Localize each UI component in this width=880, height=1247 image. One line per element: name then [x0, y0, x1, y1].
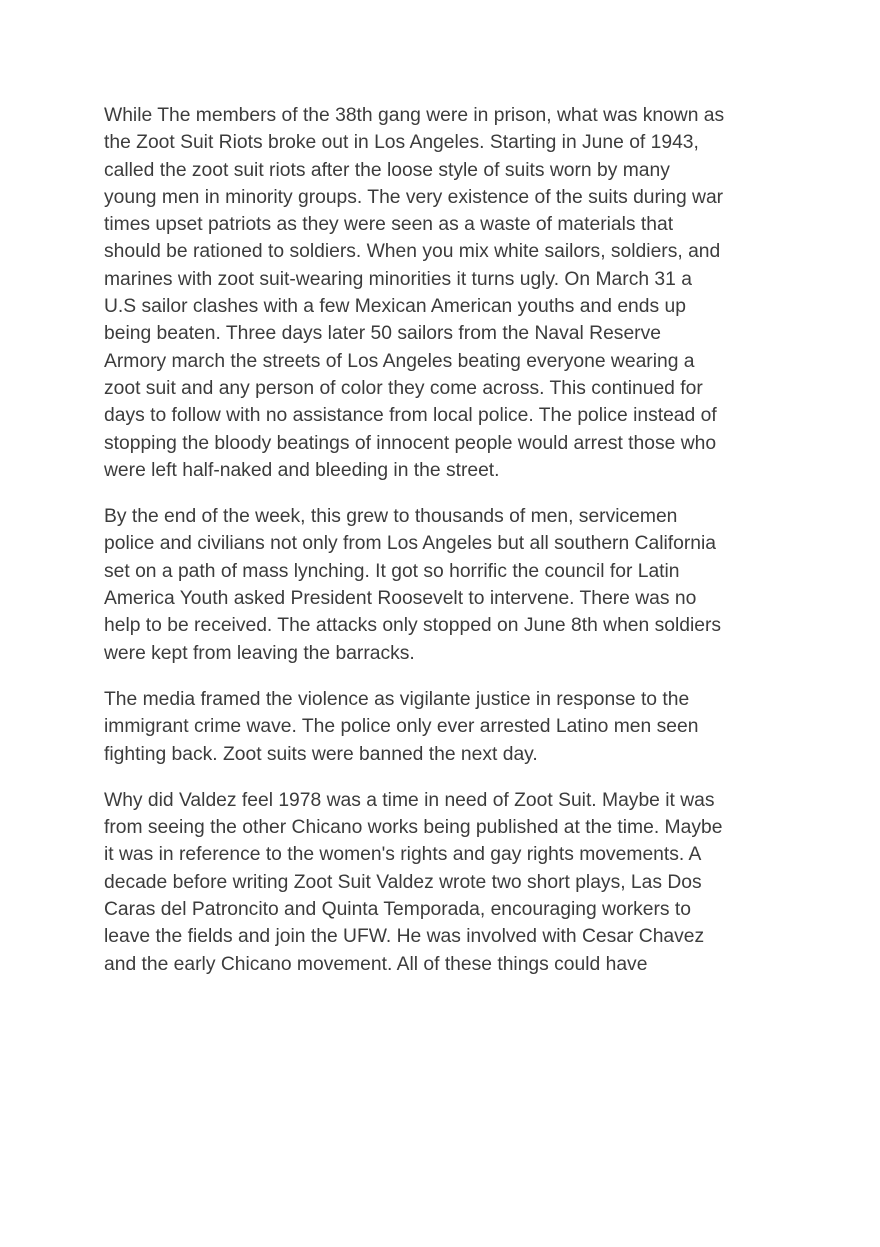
text-line: set on a path of mass lynching. It got so horrific the council for Latin: [104, 560, 680, 582]
text-line: were left half-naked and bleeding in the street.: [104, 459, 500, 481]
text-line: called the zoot suit riots after the loose style of suits worn by many: [104, 159, 670, 181]
text-line: U.S sailor clashes with a few Mexican American youths and ends up: [104, 296, 686, 318]
text-line: it was in reference to the women's rights and gay rights movements. A: [104, 844, 702, 866]
text-line: times upset patriots as they were seen as a waste of materials that: [104, 214, 674, 236]
text-line: days to follow with no assistance from local police. The police instead of: [104, 405, 717, 427]
text-line: decade before writing Zoot Suit Valdez wrote two short plays, Las Dos: [104, 871, 702, 893]
text-line: should be rationed to soldiers. When you mix white sailors, soldiers, and: [104, 241, 721, 263]
paragraph-zoot-suit-riots: [104, 102, 784, 484]
text-line: leave the fields and join the UFW. He was involved with Cesar Chavez: [104, 926, 705, 948]
text-line: from seeing the other Chicano works being published at the time. Maybe: [104, 817, 723, 839]
paragraph-end-of-week: [104, 503, 784, 667]
text-line: fighting back. Zoot suits were banned the next day.: [104, 743, 538, 765]
text-line: zoot suit and any person of color they come across. This continued for: [104, 377, 703, 399]
text-line: Armory march the streets of Los Angeles beating everyone wearing a: [104, 350, 695, 372]
text-line: help to be received. The attacks only stopped on June 8th when soldiers: [104, 615, 722, 637]
text-line: stopping the bloody beatings of innocent people would arrest those who: [104, 432, 717, 454]
text-line: young men in minority groups. The very existence of the suits during war: [104, 186, 724, 208]
text-line: By the end of the week, this grew to thousands of men, servicemen: [104, 506, 678, 528]
paragraph-media: [104, 686, 784, 768]
text-line: While The members of the 38th gang were in prison, what was known as: [104, 105, 725, 126]
text-line: police and civilians not only from Los Angeles but all southern California: [104, 533, 716, 555]
text-line: and the early Chicano movement. All of these things could have: [104, 953, 648, 975]
text-line: America Youth asked President Roosevelt to intervene. There was no: [104, 588, 697, 610]
text-line: marines with zoot suit-wearing minorities it turns ugly. On March 31 a: [104, 268, 692, 290]
text-line: Why did Valdez feel 1978 was a time in need of Zoot Suit. Maybe it was: [104, 789, 715, 811]
text-line: immigrant crime wave. The police only ever arrested Latino men seen: [104, 716, 699, 738]
paragraph-valdez: [104, 787, 784, 978]
text-line: the Zoot Suit Riots broke out in Los Angeles. Starting in June of 1943,: [104, 132, 699, 154]
text-line: were kept from leaving the barracks.: [104, 642, 415, 664]
text-line: The media framed the violence as vigilante justice in response to the: [104, 688, 690, 710]
text-line: being beaten. Three days later 50 sailors from the Naval Reserve: [104, 323, 661, 345]
document-body: [104, 102, 784, 997]
text-line: Caras del Patroncito and Quinta Temporada, encouraging workers to: [104, 899, 691, 921]
